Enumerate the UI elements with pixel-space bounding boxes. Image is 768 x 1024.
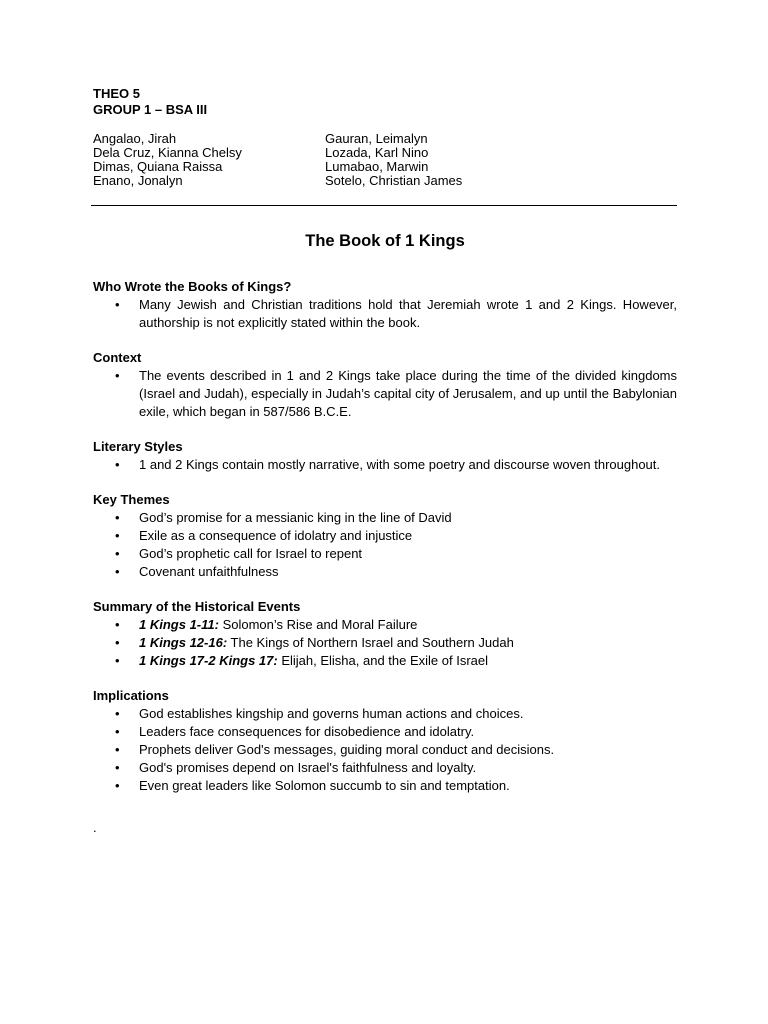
section-literary-styles	[93, 438, 677, 474]
section-heading: Context	[93, 350, 142, 365]
document-title: The Book of 1 Kings	[305, 232, 465, 250]
scripture-reference: 1 Kings 1-11:	[139, 617, 219, 632]
group-label: GROUP 1 – BSA III	[93, 102, 208, 117]
bullet-icon: •	[115, 564, 120, 579]
section-heading: Implications	[93, 688, 169, 703]
section-heading: Literary Styles	[93, 439, 183, 454]
list-item: • Leaders face consequences for disobedience and idolatry.	[115, 724, 475, 739]
bullet-icon: •	[115, 653, 120, 668]
bullet-icon: •	[115, 742, 120, 757]
list-item: • God establishes kingship and governs human actions and choices.	[115, 706, 524, 721]
section-context	[93, 349, 677, 421]
list-item: • God’s prophetic call for Israel to repent	[115, 546, 363, 561]
member-name: Enano, Jonalyn	[93, 173, 183, 188]
member-column-right	[325, 132, 462, 188]
list-item: • 1 Kings 17-2 Kings 17: Elijah, Elisha, and the Exile of Israel	[115, 653, 488, 668]
section-heading: Key Themes	[93, 492, 170, 507]
member-list	[93, 132, 677, 188]
list-item: • Exile as a consequence of idolatry and injustice	[115, 528, 413, 543]
member-name: Dela Cruz, Kianna Chelsy	[93, 145, 242, 160]
member-column-left	[93, 132, 325, 188]
member-name: Dimas, Quiana Raissa	[93, 159, 223, 174]
section-heading: Summary of the Historical Events	[93, 599, 301, 614]
bullet-icon: •	[115, 457, 120, 472]
list-item: • Prophets deliver God's messages, guiding moral conduct and decisions.	[115, 742, 555, 757]
bullet-icon: •	[115, 368, 120, 383]
list-item: • 1 and 2 Kings contain mostly narrative, with some poetry and discourse woven throughout.	[115, 457, 661, 472]
list-item: • 1 Kings 1-11: Solomon’s Rise and Moral Failure	[115, 617, 418, 632]
bullet-icon: •	[115, 510, 120, 525]
bullet-icon: •	[115, 635, 120, 650]
section-heading: Who Wrote the Books of Kings?	[93, 279, 292, 294]
list-item: • Even great leaders like Solomon succumb to sin and temptation.	[115, 778, 510, 793]
member-name: Angalao, Jirah	[93, 131, 177, 146]
bullet-icon: •	[115, 617, 120, 632]
document-page	[93, 86, 677, 835]
list-item: • The events described in 1 and 2 Kings take place during the time of the divided kingdoms (Israel and Judah), especially in Judah’s capital city of Jerusalem, and up until the Babylonian exile, which began in 587/586 B.C.E.	[115, 368, 677, 419]
section-authorship	[93, 278, 677, 332]
section-summary	[93, 598, 677, 670]
scripture-reference: 1 Kings 17-2 Kings 17:	[139, 653, 278, 668]
section-key-themes	[93, 491, 677, 581]
list-item: • Many Jewish and Christian traditions hold that Jeremiah wrote 1 and 2 Kings. However, authorship is not explicitly stated within the book.	[115, 297, 677, 330]
bullet-icon: •	[115, 297, 120, 312]
horizontal-rule	[91, 205, 677, 206]
bullet-icon: •	[115, 760, 120, 775]
member-name: Lozada, Karl Nino	[325, 145, 429, 160]
scripture-reference: 1 Kings 12-16:	[139, 635, 228, 650]
member-name: Sotelo, Christian James	[325, 173, 463, 188]
course-code: THEO 5	[93, 86, 140, 101]
list-item: • Covenant unfaithfulness	[115, 564, 279, 579]
section-implications	[93, 687, 677, 795]
bullet-icon: •	[115, 528, 120, 543]
member-name: Lumabao, Marwin	[325, 159, 429, 174]
list-item: • 1 Kings 12-16: The Kings of Northern Israel and Southern Judah	[115, 635, 514, 650]
list-item: • God's promises depend on Israel's faithfulness and loyalty.	[115, 760, 477, 775]
list-item: • God’s promise for a messianic king in the line of David	[115, 510, 452, 525]
bullet-icon: •	[115, 724, 120, 739]
member-name: Gauran, Leimalyn	[325, 131, 428, 146]
bullet-icon: •	[115, 706, 120, 721]
bullet-icon: •	[115, 778, 120, 793]
bullet-icon: •	[115, 546, 120, 561]
trailing-period: .	[93, 820, 97, 835]
